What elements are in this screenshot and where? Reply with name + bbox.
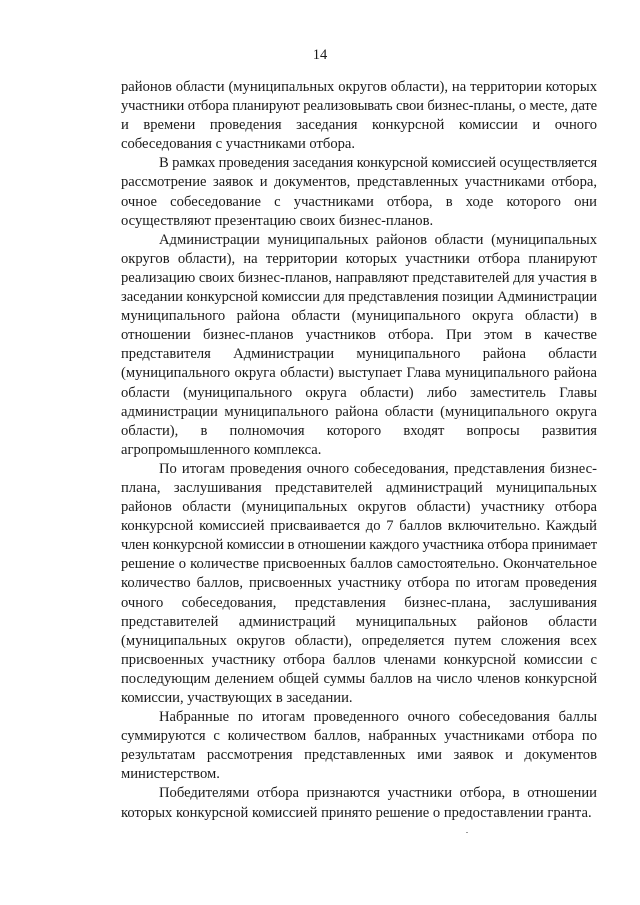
text-line: представителя Администрации муниципального района области bbox=[121, 346, 597, 363]
text-line: муниципального района области (муниципального округа области) в bbox=[121, 308, 597, 325]
paragraph-2 bbox=[121, 154, 597, 230]
text-line: конкурсной комиссией присваивается до 7 баллов включительно. Каждый bbox=[121, 518, 597, 535]
paragraph-5 bbox=[121, 708, 597, 784]
paragraph-3 bbox=[121, 231, 597, 460]
text-line: заседании конкурсной комиссии для представления позиции Администрации bbox=[121, 289, 597, 306]
text-line: решение о количестве присвоенных баллов самостоятельно. Окончательное bbox=[121, 556, 597, 573]
text-line: которых конкурсной комиссией принято решение о предоставлении гранта. bbox=[121, 804, 592, 821]
paragraph-4 bbox=[121, 460, 597, 708]
paragraph-1 bbox=[121, 78, 597, 154]
text-line: округов области), на территории которых участники отбора планируют bbox=[121, 250, 597, 267]
text-line: области (муниципального округа области) либо заместитель Главы bbox=[121, 384, 597, 401]
text-line: комиссии, участвующих в заседании. bbox=[121, 690, 353, 706]
text-line: Победителями отбора признаются участники отбора, в отношении bbox=[159, 785, 597, 802]
document-body bbox=[121, 78, 597, 823]
paragraph-6 bbox=[121, 784, 597, 822]
scan-speck bbox=[466, 832, 468, 833]
text-line: плана, заслушивания представителей администраций муниципальных bbox=[121, 479, 597, 496]
text-line: член конкурсной комиссии в отношении каждого участника отбора принимает bbox=[121, 537, 597, 554]
text-line: участники отбора планируют реализовывать свои бизнес-планы, о месте, дате bbox=[121, 98, 597, 115]
text-line: (муниципальных округов области), определяется путем сложения всех bbox=[121, 632, 597, 649]
text-line: количество баллов, присвоенных участнику отбора по итогам проведения bbox=[121, 575, 597, 592]
text-line: присвоенных участнику отбора баллов членами конкурсной комиссии с bbox=[121, 651, 597, 668]
text-line: администрации муниципального района области (муниципального округа bbox=[121, 403, 597, 420]
text-line: суммируются с количеством баллов, набранных участниками отбора по bbox=[121, 728, 597, 745]
text-line: В рамках проведения заседания конкурсной комиссией осуществляется bbox=[159, 155, 597, 172]
text-line: министерством. bbox=[121, 766, 220, 783]
text-line: последующим делением общей суммы баллов на число членов конкурсной bbox=[121, 670, 597, 687]
text-line: Администрации муниципальных районов области (муниципальных bbox=[159, 231, 597, 248]
text-line: отношении бизнес-планов участников отбора. При этом в качестве bbox=[121, 327, 597, 344]
text-line: районов области (муниципальных округов области) участнику отбора bbox=[121, 499, 597, 516]
text-line: По итогам проведения очного собеседования, представления бизнес- bbox=[159, 460, 597, 477]
text-line: осуществляют презентацию своих бизнес-планов. bbox=[121, 212, 434, 229]
text-line: районов области (муниципальных округов области), на территории которых bbox=[121, 79, 597, 95]
text-line: рассмотрение заявок и документов, представленных участниками отбора, bbox=[121, 174, 597, 191]
text-line: Набранные по итогам проведенного очного собеседования баллы bbox=[159, 709, 597, 726]
page-number: 14 bbox=[312, 47, 328, 63]
text-line: агропромышленного комплекса. bbox=[121, 441, 322, 458]
text-line: представителей администраций муниципальных районов области bbox=[121, 613, 597, 630]
text-line: очное собеседование с участниками отбора, в ходе которого они bbox=[121, 193, 597, 210]
text-line: и времени проведения заседания конкурсной комиссии и очного bbox=[121, 117, 597, 134]
text-line: области), в полномочия которого входят вопросы развития bbox=[121, 422, 597, 439]
text-line: очного собеседования, представления бизнес-плана, заслушивания bbox=[121, 594, 597, 611]
text-line: собеседования с участниками отбора. bbox=[121, 136, 356, 153]
text-line: результатам рассмотрения представленных ими заявок и документов bbox=[121, 747, 597, 764]
text-line: (муниципального округа области) выступает Глава муниципального района bbox=[121, 365, 597, 382]
text-line: реализацию своих бизнес-планов, направляют представителей для участия в bbox=[121, 269, 598, 286]
